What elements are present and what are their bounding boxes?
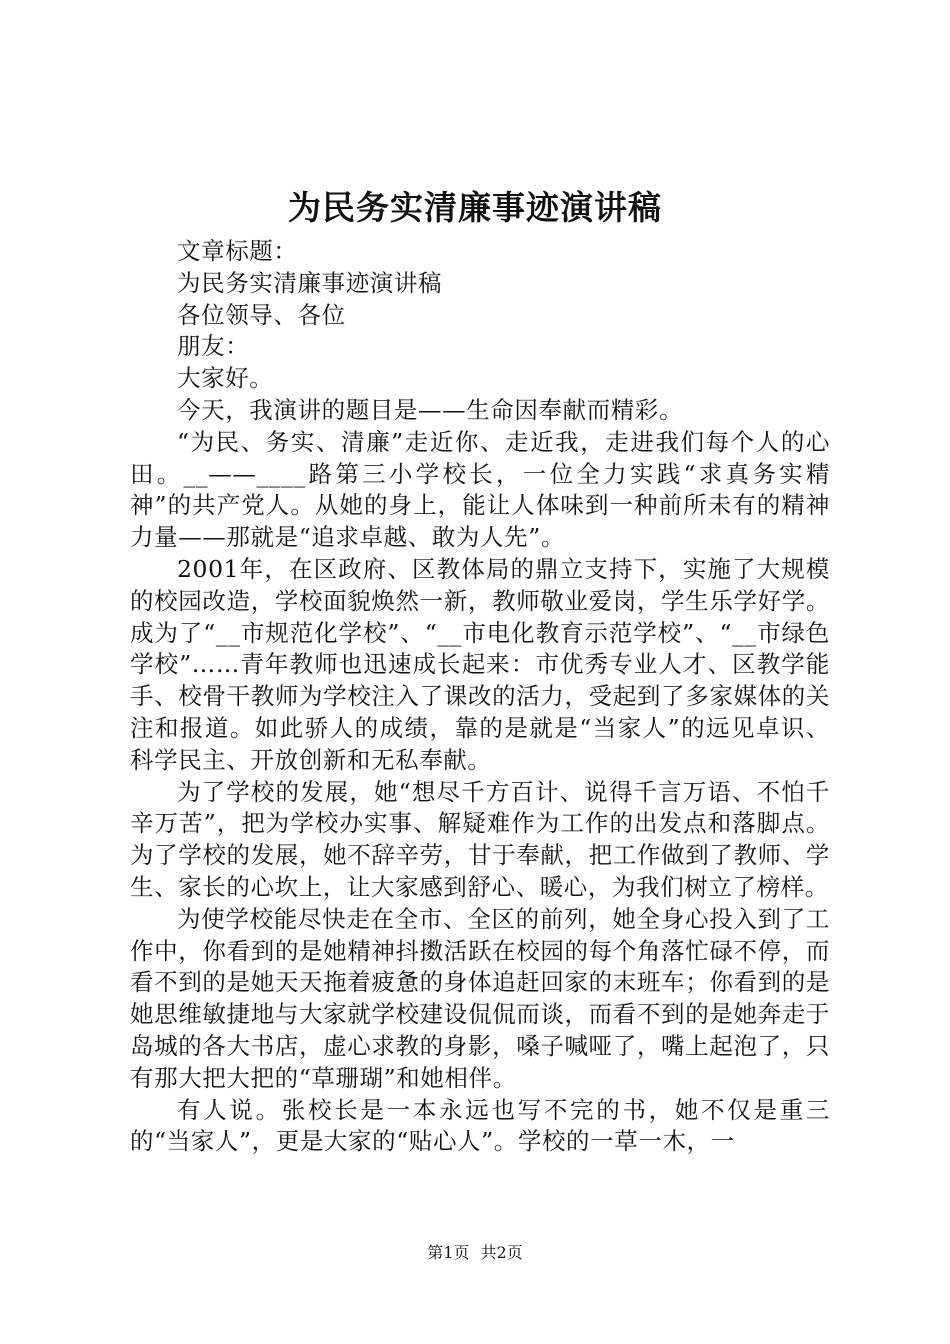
paragraph: 为民务实清廉事迹演讲稿: [177, 268, 443, 297]
paragraph: 为了学校的发展，她“想尽千方百计、说得千言万语、不怕千辛万苦”，把为学校办实事、解疑难作为工作的出发点和落脚点。为了学校的发展，她不辞辛劳，甘于奉献，把工作做到了教师、学生、家长的心坎上，让大家感到舒心、暖心，为我们树立了榜样。: [130, 777, 830, 901]
paragraph: 今天，我演讲的题目是——生命因奉献而精彩。: [177, 395, 684, 424]
document-body: [130, 236, 830, 1158]
paragraph: 文章标题：: [177, 237, 298, 265]
paragraph: 大家好。: [177, 364, 274, 393]
paragraph: 朋友：: [177, 332, 250, 361]
paragraph: 为使学校能尽快走在全市、全区的前列，她全身心投入到了工作中，你看到的是她精神抖擞活跃在校园的每个角落忙碌不停，而看不到的是她天天拖着疲惫的身体追赶回家的末班车；你看到的是她思维敏捷地与大家就学校建设侃侃而谈，而看不到的是她奔走于岛城的各大书店，虚心求教的身影，嗓子喊哑了，嘴上起泡了，只有那大把大把的“草珊瑚”和她相伴。: [130, 904, 830, 1092]
document-title: 为民务实清廉事迹演讲稿: [288, 188, 662, 227]
page-number: 第1页: [427, 1243, 470, 1262]
paragraph: 有人说。张校长是一本永远也写不完的书，她不仅是重三的“当家人”，更是大家的“贴心人”。学校的一草一木，一: [130, 1095, 830, 1156]
paragraph: 各位领导、各位: [177, 300, 346, 329]
paragraph: “为民、务实、清廉”走近你、走近我，走进我们每个人的心田。__——____路第三小学校长，一位全力实践“求真务实精神”的共产党人。从她的身上，能让人体味到一种前所未有的精神力量——那就是“追求卓越、敢为人先”。: [130, 427, 830, 552]
page-total: 共2页: [480, 1243, 523, 1262]
paragraph: 2001年，在区政府、区教体局的鼎立支持下，实施了大规模的校园改造，学校面貌焕然一新，教师敬业爱岗，学生乐学好学。成为了“__市规范化学校”、“__市电化教育示范学校”、“__市绿色学校”……青年教师也迅速成长起来：市优秀专业人才、区教学能手、校骨干教师为学校注入了课改的活力，受起到了多家媒体的关注和报道。如此骄人的成绩，靠的是就是“当家人”的远见卓识、科学民主、开放创新和无私奉献。: [130, 554, 830, 774]
page-footer: [0, 1243, 950, 1263]
